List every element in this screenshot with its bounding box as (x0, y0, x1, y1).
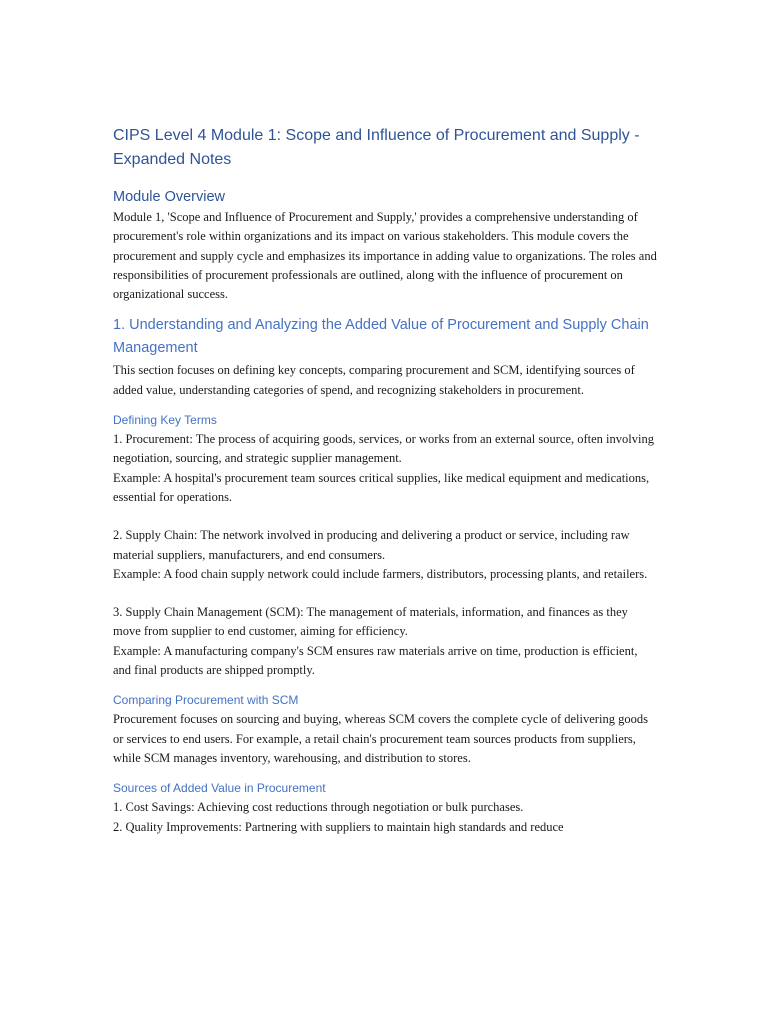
comparing-heading: Comparing Procurement with SCM (113, 693, 299, 708)
sources-heading: Sources of Added Value in Procurement (113, 781, 326, 796)
term-supply-chain-example: Example: A food chain supply network could include farmers, distributors, processing plants, and retailers. (113, 566, 648, 581)
section1-heading: 1. Understanding and Analyzing the Added Value of Procurement and Supply Chain Management (113, 317, 649, 357)
term-procurement: 1. Procurement: The process of acquiring goods, services, or works from an external source, often involving negotiation, sourcing, and strategic supplier management. (113, 432, 654, 466)
paragraph-gap (113, 584, 658, 603)
term-scm-example: Example: A manufacturing company's SCM ensures raw materials arrive on time, production is efficient, and final products are shipped promptly. (113, 643, 638, 678)
source-cost-savings: 1. Cost Savings: Achieving cost reductions through negotiation or bulk purchases. (113, 800, 524, 815)
source-quality-improvements: 2. Quality Improvements: Partnering with suppliers to maintain high standards and reduce (113, 819, 564, 834)
overview-heading: Module Overview (113, 189, 226, 205)
overview-paragraph: Module 1, 'Scope and Influence of Procurement and Supply,' provides a comprehensive understanding of procurement's role within organizations and its impact on various stakeholders. This module covers the procurement and supply cycle and emphasizes its importance in adding value to organizations. The roles and responsibilities of procurement professionals are outlined, along with the influence of procurement on organizational success. (113, 210, 657, 302)
document-page (113, 124, 658, 837)
paragraph-gap (113, 507, 658, 526)
key-terms-heading: Defining Key Terms (113, 413, 217, 428)
term-scm: 3. Supply Chain Management (SCM): The management of materials, information, and finances as they move from supplier to end customer, aiming for efficiency. (113, 605, 628, 639)
document-title: CIPS Level 4 Module 1: Scope and Influence of Procurement and Supply - Expanded Notes (113, 127, 640, 168)
term-procurement-example: Example: A hospital's procurement team sources critical supplies, like medical equipment and medications, essential for operations. (113, 470, 650, 504)
section1-intro: This section focuses on defining key concepts, comparing procurement and SCM, identifying sources of added value, understanding categories of spend, and recognizing stakeholders in procurement. (113, 363, 635, 397)
comparing-paragraph: Procurement focuses on sourcing and buying, whereas SCM covers the complete cycle of delivering goods or services to end users. For example, a retail chain's procurement team sources products from suppliers, while SCM manages inventory, warehousing, and distribution to stores. (113, 712, 648, 765)
term-supply-chain: 2. Supply Chain: The network involved in producing and delivering a product or service, including raw material suppliers, manufacturers, and end consumers. (113, 528, 630, 562)
